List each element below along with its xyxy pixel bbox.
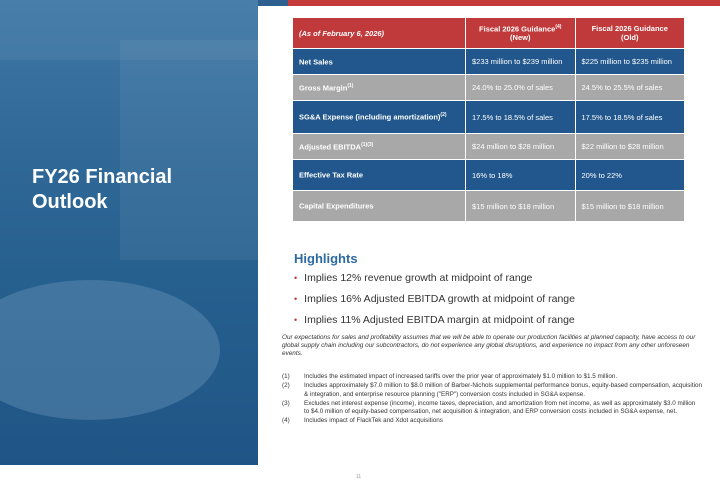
top-accent-segment: [258, 0, 288, 6]
row-label-text: Gross Margin: [299, 83, 348, 93]
highlights-heading: Highlights: [294, 251, 358, 266]
row-label-text: SG&A Expense (including amortization): [299, 112, 441, 122]
background-photo-overlay: [120, 40, 258, 260]
cell-new: $233 million to $239 million: [466, 49, 576, 75]
column-header-text: Fiscal 2026 Guidance: [479, 24, 556, 34]
bullet-icon: •: [294, 294, 298, 304]
footnote-ref: (1)(3): [361, 141, 374, 148]
cell-old: 17.5% to 18.5% of sales: [575, 101, 685, 134]
footnote-ref: (4): [555, 23, 562, 30]
table-row: [293, 134, 685, 160]
disclaimer-text: Our expectations for sales and profitability assumes that we will be able to operate our production facilities at planned capacity, have access to our global supply chain including our subcontractors, do not experience any global disruptions, and experience no impact from any other unforeseen events.: [282, 334, 696, 358]
cell-old: $225 million to $235 million: [575, 49, 685, 75]
cell-new: 16% to 18%: [466, 160, 576, 191]
table-row: [293, 75, 685, 101]
row-label-text: Effective Tax Rate: [299, 170, 364, 180]
footnote-number: (2): [282, 382, 290, 390]
slide-title-line: Outlook: [32, 191, 108, 213]
row-label-text: Net Sales: [299, 57, 333, 67]
guidance-table: [292, 17, 685, 222]
footnote-ref: (2): [440, 112, 447, 119]
table-row: [293, 101, 685, 134]
footnote-number: (3): [282, 399, 290, 407]
list-item: [294, 310, 575, 331]
footnote: [282, 373, 702, 381]
cell-old: 20% to 22%: [575, 160, 685, 191]
footnote-number: (1): [282, 373, 290, 380]
cell-old: $15 million to $18 million: [575, 191, 685, 222]
footnote-text: Includes approximately $7.0 million to $8.0 million of Barber-Nichols supplemental performance bonus, equity-based compensation, acquisition & integration, and enterprise resource planning ("ERP") conversion costs included in SG&A expense.: [304, 382, 702, 398]
row-label-text: Adjusted EBITDA: [299, 142, 362, 152]
row-label: [293, 101, 466, 134]
footnotes: [282, 373, 702, 427]
highlights-list: [294, 268, 575, 331]
page-number: 11: [356, 474, 362, 480]
list-item: [294, 268, 575, 289]
slide-title-line: FY26 Financial: [32, 166, 173, 188]
cell-new: $24 million to $28 million: [466, 134, 576, 160]
top-accent-bar: [258, 0, 720, 6]
footnote-text: Excludes net interest expense (income), income taxes, depreciation, and amortization from net income, as well as approximately $3.0 million to $4.0 million of equity-based compensation, net acquisition & integration, and ERP conversion costs included in SG&A expense, net.: [304, 399, 696, 416]
footnote: [282, 382, 702, 399]
column-header-text: (Old): [621, 33, 639, 42]
table-row: [293, 191, 685, 222]
cell-new: $15 million to $18 million: [466, 191, 576, 222]
cell-new: 17.5% to 18.5% of sales: [466, 101, 576, 134]
table-header-row: [293, 18, 685, 49]
list-item-text: Implies 12% revenue growth at midpoint of range: [304, 272, 533, 284]
column-header-text: (New): [510, 33, 531, 43]
bullet-icon: •: [294, 315, 298, 325]
cell-old: 24.5% to 25.5% of sales: [575, 75, 685, 101]
background-photo-overlay: [0, 280, 220, 420]
row-label: [293, 134, 466, 160]
row-label-text: Capital Expenditures: [299, 201, 374, 211]
cell-new: 24.0% to 25.0% of sales: [466, 75, 576, 101]
footnote: [282, 417, 702, 425]
footnote: [282, 400, 702, 417]
as-of-date: (As of February 6, 2026): [293, 18, 466, 49]
title-panel: [0, 0, 258, 465]
bullet-icon: •: [294, 273, 298, 283]
slide-title: [32, 165, 232, 215]
list-item-text: Implies 16% Adjusted EBITDA growth at midpoint of range: [304, 293, 575, 305]
footnote-text: Includes impact of FlackTek and Xdot acquisitions: [304, 417, 443, 425]
row-label: [293, 75, 466, 101]
cell-old: $22 million to $28 million: [575, 134, 685, 160]
table-row: [293, 160, 685, 191]
list-item: [294, 289, 575, 310]
footnote-ref: (1): [347, 82, 354, 89]
row-label: [293, 49, 466, 75]
row-label: [293, 160, 466, 191]
list-item-text: Implies 11% Adjusted EBITDA margin at midpoint of range: [304, 314, 575, 326]
column-header-old: [575, 18, 685, 49]
row-label: [293, 191, 466, 222]
column-header-text: Fiscal 2026 Guidance: [591, 24, 668, 33]
table-row: [293, 49, 685, 75]
footnote-number: (4): [282, 417, 290, 425]
column-header-new: [466, 18, 576, 49]
footnote-text: Includes the estimated impact of increased tariffs over the prior year of approximately $1.0 million to $1.5 million.: [304, 373, 618, 380]
